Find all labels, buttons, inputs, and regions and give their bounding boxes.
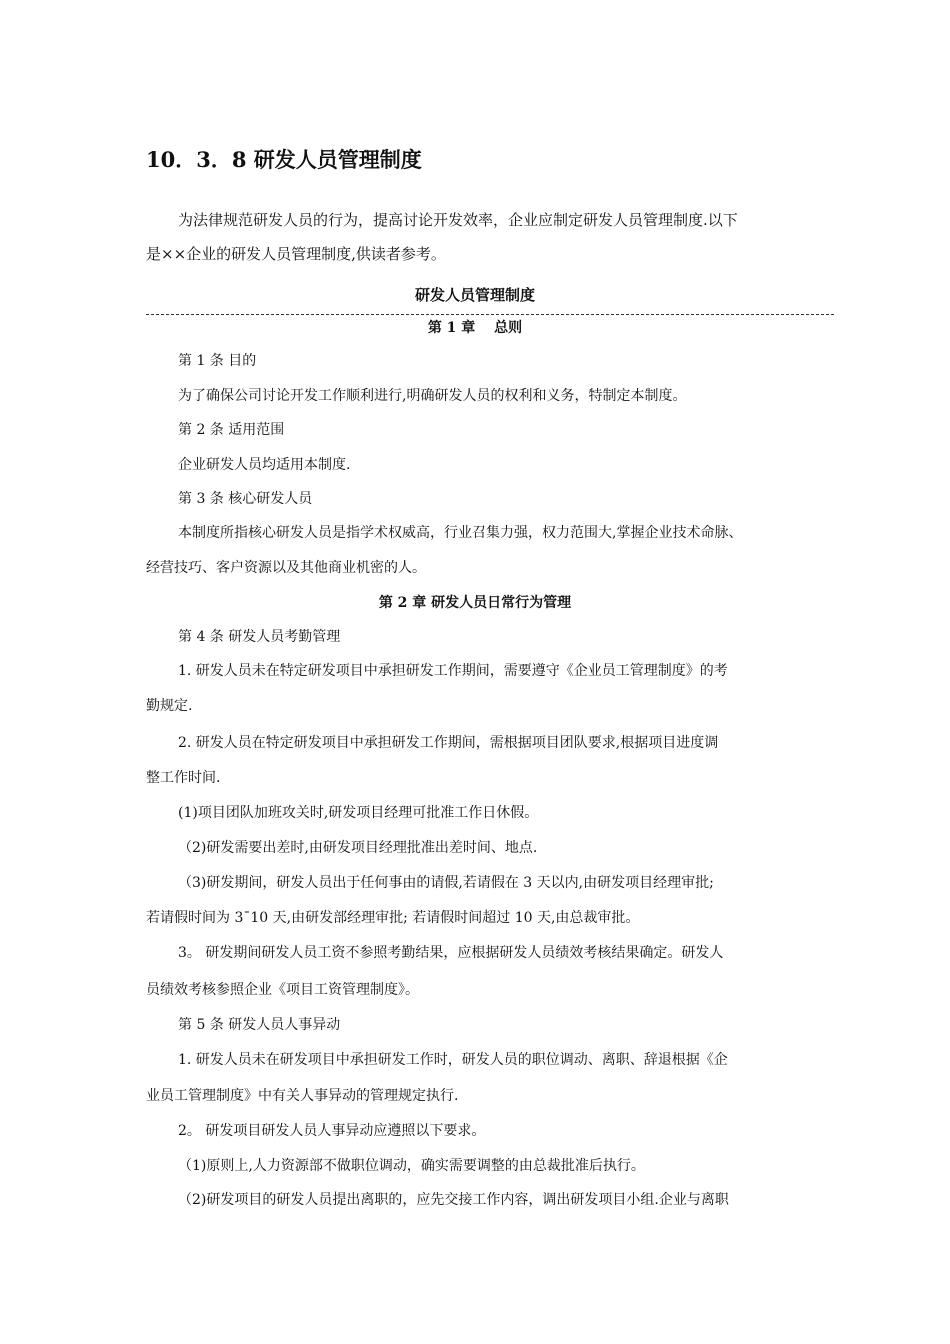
paragraph-line: 2. 研发人员在特定研发项目中承担研发工作期间，需根据项目团队要求,根据项目进度调 xyxy=(178,735,719,751)
article-1-heading: 第 1 条 目的 xyxy=(178,353,257,369)
dashed-divider xyxy=(146,314,834,315)
paragraph-line: (1)项目团队加班攻关时,研发项目经理可批准工作日休假。 xyxy=(178,805,539,821)
paragraph-line: 3。 研发期间研发人员工资不参照考勤结果，应根据研发人员绩效考核结果确定。研发人 xyxy=(178,945,724,961)
paragraph-line: 企业研发人员均适用本制度. xyxy=(178,457,351,473)
article-5-heading: 第 5 条 研发人员人事异动 xyxy=(178,1017,341,1033)
paragraph-line: 1. 研发人员未在特定研发项目中承担研发工作期间，需要遵守《企业员工管理制度》的考 xyxy=(178,663,728,679)
intro-line-1: 为法律规范研发人员的行为，提高讨论开发效率，企业应制定研发人员管理制度.以下 xyxy=(178,211,738,229)
paragraph-line: 为了确保公司讨论开发工作顺利进行,明确研发人员的权利和义务，特制定本制度。 xyxy=(178,388,687,404)
article-2-heading: 第 2 条 适用范围 xyxy=(178,422,285,438)
paragraph-line: 本制度所指核心研发人员是指学术权威高，行业召集力强，权力范围大,掌握企业技术命脉、 xyxy=(178,525,743,541)
paragraph-line: 经营技巧、客户资源以及其他商业机密的人。 xyxy=(146,560,426,576)
paragraph-line: 整工作时间. xyxy=(146,770,221,786)
article-4-heading: 第 4 条 研发人员考勤管理 xyxy=(178,629,341,645)
paragraph-line: （1)原则上,人力资源部不做职位调动，确实需要调整的由总裁批准后执行。 xyxy=(178,1158,645,1174)
paragraph-line: 1. 研发人员未在研发项目中承担研发工作时，研发人员的职位调动、离职、辞退根据《企 xyxy=(178,1052,728,1068)
paragraph-line: 业员工管理制度》中有关人事异动的管理规定执行. xyxy=(146,1088,459,1104)
paragraph-line: 若请假时间为 3¯10 天,由研发部经理审批; 若请假时间超过 10 天,由总裁审批。 xyxy=(146,910,640,926)
paragraph-line: 2。 研发项目研发人员人事异动应遵照以下要求。 xyxy=(178,1123,486,1139)
paragraph-line: 勤规定. xyxy=(146,698,193,714)
paragraph-line: （2)研发需要出差时,由研发项目经理批准出差时间、地点. xyxy=(178,840,538,856)
document-title: 研发人员管理制度 xyxy=(414,286,535,304)
paragraph-line: （3)研发期间，研发人员出于任何事由的请假,若请假在 3 天以内,由研发项目经理审批; xyxy=(178,875,714,891)
chapter-2-heading: 第 2 章 研发人员日常行为管理 xyxy=(378,595,572,611)
paragraph-line: 员绩效考核参照企业《项目工资管理制度》。 xyxy=(146,982,419,998)
intro-line-2: 是××企业的研发人员管理制度,供读者参考。 xyxy=(146,245,446,263)
chapter-1-heading: 第 1 章 总则 xyxy=(427,320,523,336)
paragraph-line: （2)研发项目的研发人员提出离职的，应先交接工作内容，调出研发项目小组.企业与离职 xyxy=(178,1192,729,1208)
section-heading: 10．3．8 研发人员管理制度 xyxy=(146,147,422,172)
article-3-heading: 第 3 条 核心研发人员 xyxy=(178,491,313,507)
